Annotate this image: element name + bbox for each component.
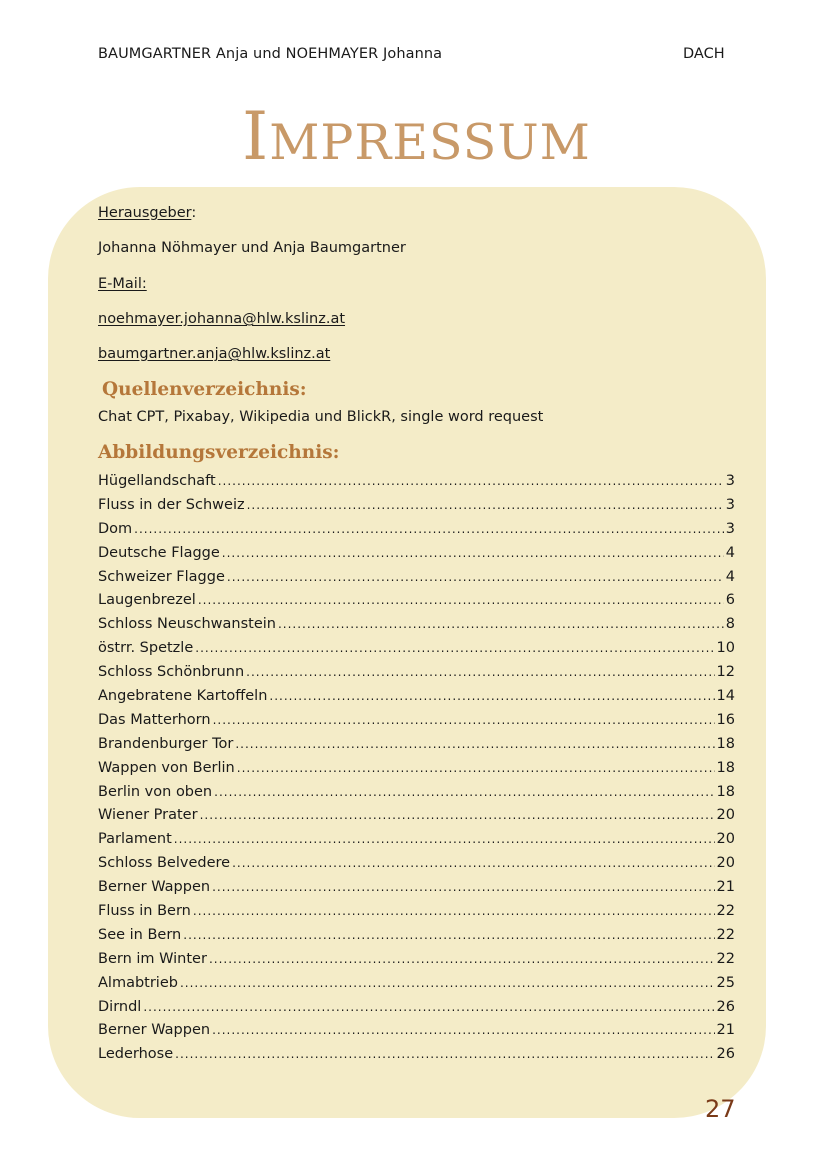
figure-label: Schweizer Flagge	[98, 568, 225, 585]
dot-leader	[222, 542, 724, 566]
figure-label: Dirndl	[98, 998, 142, 1015]
dot-leader	[175, 1043, 714, 1067]
figures-list-item[interactable]	[98, 924, 735, 948]
figures-list-item[interactable]	[98, 972, 735, 996]
figure-label: Almabtrieb	[98, 974, 178, 991]
publisher-label: Herausgeber	[98, 205, 192, 221]
figure-page-number: 14	[716, 688, 735, 705]
figure-page-number: 12	[716, 664, 735, 681]
dot-leader	[193, 900, 715, 924]
figures-list-item[interactable]	[98, 828, 735, 852]
figure-page-number: 22	[716, 950, 735, 967]
figure-page-number: 20	[716, 807, 735, 824]
figures-list-item[interactable]	[98, 1019, 735, 1043]
figure-page-number: 21	[716, 1022, 735, 1039]
dot-leader	[198, 589, 724, 613]
figure-page-number: 21	[716, 879, 735, 896]
dot-leader	[143, 996, 714, 1020]
dot-leader	[213, 709, 715, 733]
figures-list-item[interactable]	[98, 804, 735, 828]
dot-leader	[227, 566, 724, 590]
figure-page-number: 22	[716, 903, 735, 920]
figures-list-item[interactable]	[98, 470, 735, 494]
dot-leader	[247, 494, 724, 518]
figure-page-number: 3	[725, 473, 735, 489]
dot-leader	[174, 828, 715, 852]
figure-label: Schloss Belvedere	[98, 855, 231, 872]
figure-label: Hügellandschaft	[98, 473, 216, 489]
header-authors: BAUMGARTNER Anja und NOEHMAYER Johanna	[98, 46, 443, 62]
figures-list-item[interactable]	[98, 589, 735, 613]
figure-page-number: 4	[725, 568, 735, 585]
figure-label: Wappen von Berlin	[98, 759, 235, 776]
figure-label: Das Matterhorn	[98, 711, 211, 728]
dot-leader	[237, 757, 715, 781]
figures-list-item[interactable]	[98, 781, 735, 805]
email-label: E-Mail:	[98, 276, 147, 292]
dot-leader	[278, 613, 724, 637]
figure-page-number: 22	[716, 926, 735, 943]
figures-list-item[interactable]	[98, 996, 735, 1020]
figure-page-number: 10	[716, 640, 735, 657]
page-number: 27	[705, 1095, 736, 1123]
figure-label: Brandenburger Tor	[98, 735, 234, 752]
figures-list-item[interactable]	[98, 542, 735, 566]
figures-list-item[interactable]	[98, 518, 735, 542]
figure-label: Berlin von oben	[98, 783, 213, 800]
dot-leader	[180, 972, 715, 996]
dot-leader	[218, 470, 724, 494]
figures-list-item[interactable]	[98, 685, 735, 709]
figure-page-number: 18	[716, 759, 735, 776]
sources-heading: Quellenverzeichnis:	[102, 379, 307, 400]
figure-label: Angebratene Kartoffeln	[98, 688, 268, 705]
dot-leader	[134, 518, 724, 542]
dot-leader	[200, 804, 715, 828]
publisher-label-line	[98, 205, 196, 221]
email-link-1[interactable]: noehmayer.johanna@hlw.kslinz.at	[98, 311, 346, 327]
figure-page-number: 6	[725, 592, 735, 609]
email-link-2[interactable]: baumgartner.anja@hlw.kslinz.at	[98, 346, 331, 362]
dot-leader	[269, 685, 714, 709]
figure-label: Parlament	[98, 831, 172, 848]
page-title	[0, 98, 833, 175]
figure-page-number: 3	[725, 496, 735, 513]
figure-page-number: 26	[716, 1046, 735, 1063]
figure-label: Schloss Schönbrunn	[98, 664, 245, 681]
figure-label: Dom	[98, 520, 133, 537]
figure-label: Lederhose	[98, 1046, 174, 1063]
figure-label: Fluss in Bern	[98, 903, 191, 920]
dot-leader	[209, 948, 715, 972]
header-tag: DACH	[683, 46, 725, 62]
figure-label: Deutsche Flagge	[98, 544, 220, 561]
figure-page-number: 26	[716, 998, 735, 1015]
dot-leader	[195, 637, 714, 661]
dot-leader	[214, 781, 714, 805]
figure-page-number: 18	[716, 735, 735, 752]
page-title-rest: MPRESSUM	[269, 114, 591, 171]
figure-label: Fluss in der Schweiz	[98, 496, 245, 513]
dot-leader	[232, 852, 714, 876]
figures-list-item[interactable]	[98, 900, 735, 924]
figure-label: Schloss Neuschwanstein	[98, 616, 276, 633]
figure-label: Berner Wappen	[98, 1022, 211, 1039]
figures-list-item[interactable]	[98, 566, 735, 590]
dot-leader	[212, 876, 714, 900]
dot-leader	[235, 733, 714, 757]
figure-page-number: 16	[716, 711, 735, 728]
dot-leader	[246, 661, 714, 685]
publisher-names: Johanna Nöhmayer und Anja Baumgartner	[98, 240, 406, 256]
figures-list-item[interactable]	[98, 852, 735, 876]
figure-page-number: 20	[716, 855, 735, 872]
figures-heading: Abbildungsverzeichnis:	[98, 442, 340, 463]
dot-leader	[183, 924, 714, 948]
figure-label: östrr. Spetzle	[98, 640, 194, 657]
figure-label: Wiener Prater	[98, 807, 198, 824]
figure-page-number: 25	[716, 974, 735, 991]
figure-page-number: 4	[725, 544, 735, 561]
figures-list-item[interactable]	[98, 876, 735, 900]
figures-list-item[interactable]	[98, 733, 735, 757]
figure-label: Bern im Winter	[98, 950, 207, 967]
figure-page-number: 3	[725, 520, 735, 537]
publisher-label-colon: :	[191, 205, 197, 221]
dot-leader	[212, 1019, 714, 1043]
figures-list-item[interactable]	[98, 613, 735, 637]
figure-page-number: 20	[716, 831, 735, 848]
figures-list-item[interactable]	[98, 637, 735, 661]
figure-label: Laugenbrezel	[98, 592, 196, 609]
sources-text: Chat CPT, Pixabay, Wikipedia und BlickR, single word request	[98, 409, 544, 425]
figures-list-item[interactable]	[98, 948, 735, 972]
page-title-initial: I	[242, 98, 270, 175]
figures-list-item[interactable]	[98, 1043, 735, 1067]
figure-page-number: 18	[716, 783, 735, 800]
figures-list-item[interactable]	[98, 709, 735, 733]
figure-label: Berner Wappen	[98, 879, 211, 896]
figures-list-item[interactable]	[98, 661, 735, 685]
figures-list	[98, 470, 735, 1067]
figures-list-item[interactable]	[98, 757, 735, 781]
figures-list-item[interactable]	[98, 494, 735, 518]
figure-label: See in Bern	[98, 926, 182, 943]
figure-page-number: 8	[725, 616, 735, 633]
